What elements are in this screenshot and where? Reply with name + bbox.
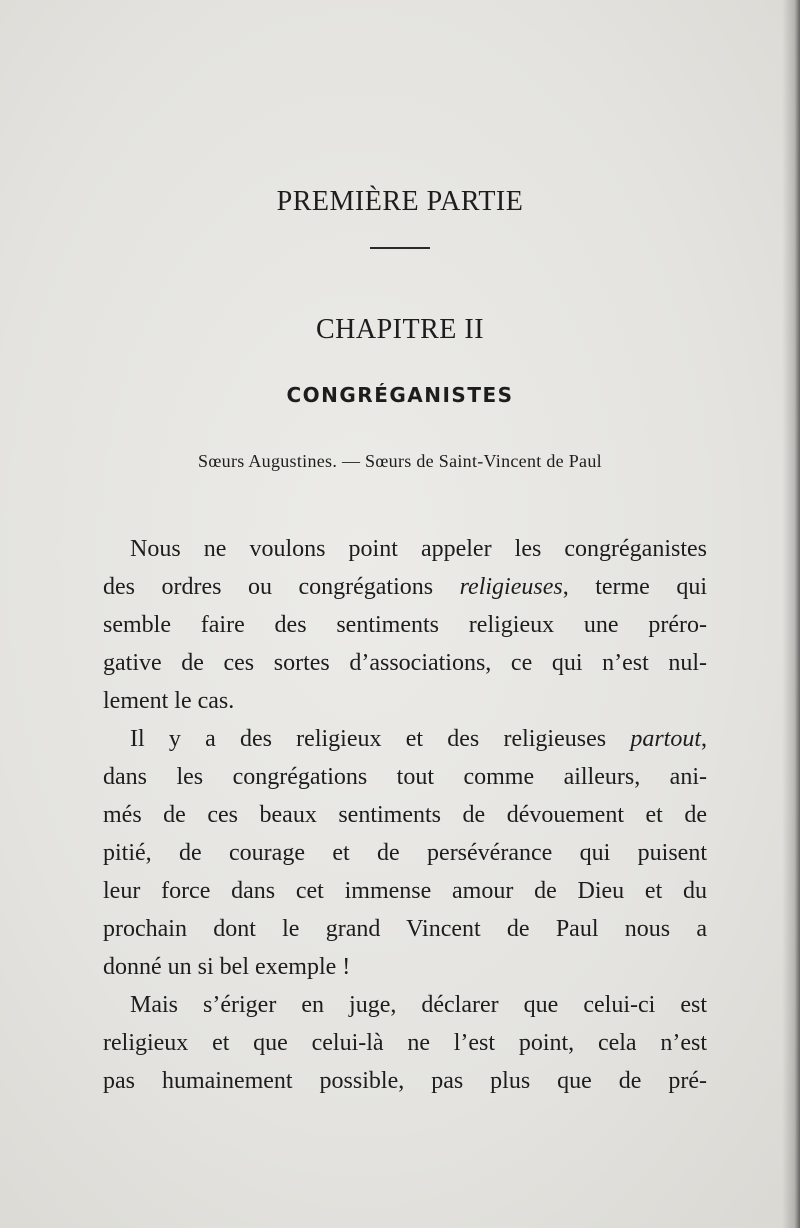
italic-word: partout [630, 726, 701, 752]
text-line: lement le cas. [103, 688, 235, 714]
body-text [103, 530, 707, 1100]
text-line: donné un si bel exemple ! [103, 954, 351, 980]
chapter-subject: CONGRÉGANISTES [286, 383, 514, 407]
title-rule [370, 247, 430, 249]
text-line: pitié, de courage et de persévérance qui puisent [103, 840, 707, 866]
text-segment: Il y a des religieux et des religieuses [130, 726, 631, 752]
text-line: religieux et que celui-là ne l’est point, cela n’est [103, 1030, 707, 1056]
text-line: més de ces beaux sentiments de dévouement et de [103, 802, 707, 828]
text-line: semble faire des sentiments religieux une préro- [103, 612, 707, 638]
text-line: leur force dans cet immense amour de Dieu et du [103, 878, 707, 904]
text-line [103, 720, 707, 758]
text-segment: des ordres ou congrégations [103, 574, 460, 600]
text-line: Mais s’ériger en juge, déclarer que celui-ci est [130, 992, 707, 1018]
italic-word: religieuses [459, 574, 563, 600]
text-line: Nous ne voulons point appeler les congréganistes [130, 536, 707, 562]
chapter-summary: Sœurs Augustines. — Sœurs de Saint-Vincent de Paul [198, 451, 602, 471]
text-line: pas humainement possible, pas plus que de pré- [103, 1068, 707, 1094]
text-line: prochain dont le grand Vincent de Paul nous a [103, 916, 707, 942]
text-segment: , [701, 726, 707, 752]
part-title: PREMIÈRE PARTIE [276, 186, 524, 217]
text-line: dans les congrégations tout comme ailleurs, ani- [103, 764, 707, 790]
page-edge-shadow [782, 0, 800, 1228]
text-line: gative de ces sortes d’associations, ce qui n’est nul- [103, 650, 707, 676]
text-line [103, 568, 707, 606]
chapter-title: CHAPITRE II [315, 314, 485, 345]
text-segment: , terme qui [562, 574, 707, 600]
